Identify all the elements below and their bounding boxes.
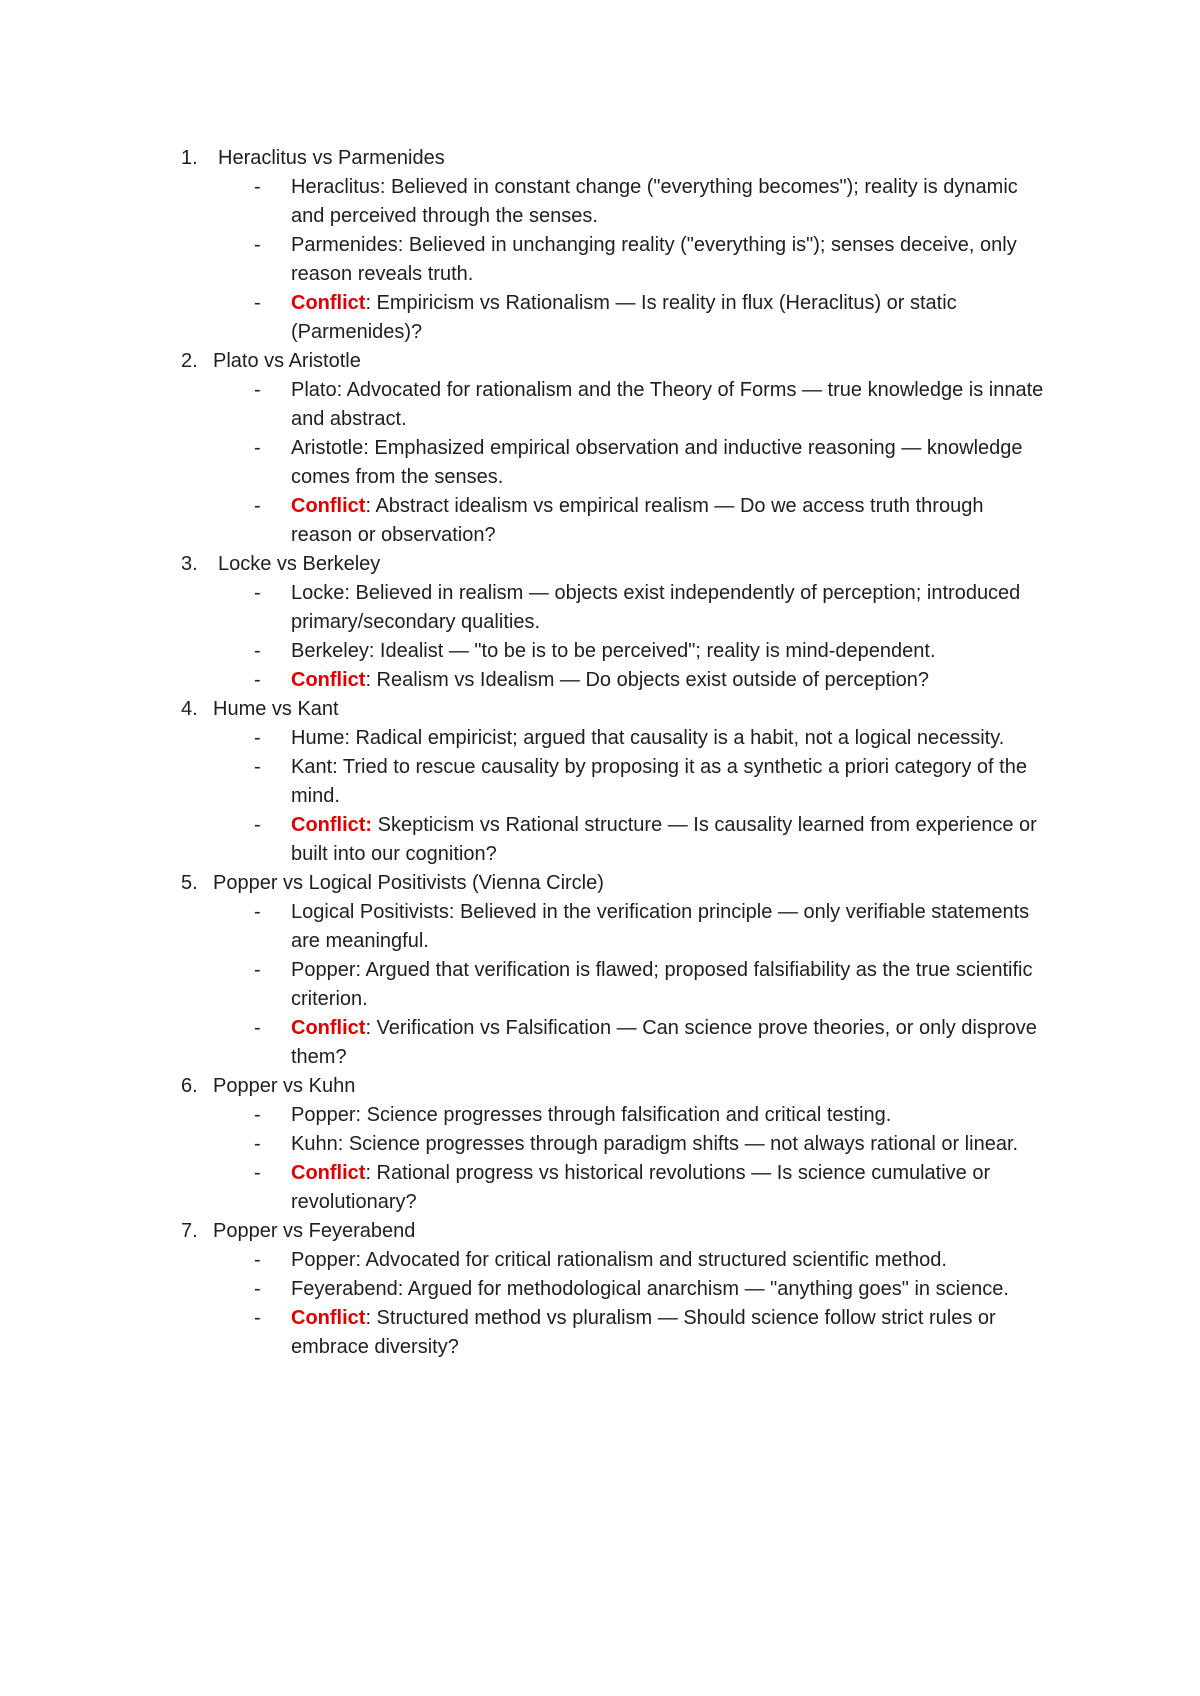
dash-marker: - xyxy=(254,756,261,778)
conflict-label: Conflict xyxy=(291,495,366,517)
bullet-item xyxy=(0,1275,1200,1304)
conflict-label: Conflict xyxy=(291,1017,366,1039)
conflict-item xyxy=(0,289,1200,347)
conflict-separator: : xyxy=(365,1162,371,1184)
bullet-list xyxy=(0,898,1200,1072)
topic-item xyxy=(0,869,1200,1072)
bullet-text: Feyerabend: Argued for methodological anarchism — "anything goes" in science. xyxy=(291,1278,1009,1300)
bullet-item xyxy=(0,231,1200,289)
bullet-text: Locke: Believed in realism — objects exist independently of perception; introduced primary/secondary qualities. xyxy=(291,582,1021,633)
conflict-separator: : xyxy=(365,495,371,517)
topic-heading xyxy=(0,347,1200,376)
topic-heading xyxy=(0,695,1200,724)
topic-title: Locke vs Berkeley xyxy=(218,553,381,575)
conflict-item xyxy=(0,811,1200,869)
topic-heading xyxy=(0,550,1200,579)
topic-title: Heraclitus vs Parmenides xyxy=(218,147,445,169)
topic-item xyxy=(0,347,1200,550)
conflict-separator: : xyxy=(365,292,371,314)
bullet-item xyxy=(0,1130,1200,1159)
dash-marker: - xyxy=(254,1162,261,1184)
bullet-item xyxy=(0,637,1200,666)
bullet-text: Skepticism vs Rational structure — Is causality learned from experience or built into our cognition? xyxy=(291,814,1037,865)
bullet-text: Hume: Radical empiricist; argued that causality is a habit, not a logical necessity. xyxy=(291,727,1005,749)
topic-item xyxy=(0,1217,1200,1362)
conflict-item xyxy=(0,1014,1200,1072)
bullet-text: Berkeley: Idealist — "to be is to be perceived"; reality is mind-dependent. xyxy=(291,640,936,662)
bullet-text: Parmenides: Believed in unchanging reality ("everything is"); senses deceive, only reason reveals truth. xyxy=(291,234,1017,285)
topic-title: Popper vs Logical Positivists (Vienna Circle) xyxy=(213,872,604,894)
topic-title: Popper vs Feyerabend xyxy=(213,1220,416,1242)
bullet-list xyxy=(0,579,1200,695)
topic-heading xyxy=(0,1072,1200,1101)
bullet-text: Popper: Science progresses through falsification and critical testing. xyxy=(291,1104,892,1126)
bullet-item xyxy=(0,956,1200,1014)
conflict-item xyxy=(0,1304,1200,1362)
topic-number: 7. xyxy=(181,1220,198,1242)
topic-title: Popper vs Kuhn xyxy=(213,1075,356,1097)
dash-marker: - xyxy=(254,1307,261,1329)
dash-marker: - xyxy=(254,582,261,604)
dash-marker: - xyxy=(254,495,261,517)
dash-marker: - xyxy=(254,292,261,314)
topic-list xyxy=(0,144,1200,1362)
conflict-label: Conflict xyxy=(291,669,366,691)
bullet-text: Heraclitus: Believed in constant change ("everything becomes"); reality is dynamic and perceived through the senses. xyxy=(291,176,1018,227)
bullet-text: Popper: Argued that verification is flawed; proposed falsifiability as the true scientific criterion. xyxy=(291,959,1033,1010)
bullet-item xyxy=(0,376,1200,434)
dash-marker: - xyxy=(254,1017,261,1039)
dash-marker: - xyxy=(254,176,261,198)
bullet-item xyxy=(0,1246,1200,1275)
topic-heading xyxy=(0,1217,1200,1246)
topic-number: 4. xyxy=(181,698,198,720)
bullet-item xyxy=(0,753,1200,811)
conflict-item xyxy=(0,666,1200,695)
conflict-separator: : xyxy=(365,1017,371,1039)
bullet-text: Structured method vs pluralism — Should science follow strict rules or embrace diversity? xyxy=(291,1307,996,1358)
dash-marker: - xyxy=(254,640,261,662)
bullet-item xyxy=(0,898,1200,956)
bullet-text: Popper: Advocated for critical rationalism and structured scientific method. xyxy=(291,1249,947,1271)
conflict-item xyxy=(0,492,1200,550)
topic-number: 6. xyxy=(181,1075,198,1097)
dash-marker: - xyxy=(254,1133,261,1155)
conflict-item xyxy=(0,1159,1200,1217)
topic-number: 3. xyxy=(181,553,198,575)
dash-marker: - xyxy=(254,814,261,836)
bullet-text: Plato: Advocated for rationalism and the Theory of Forms — true knowledge is innate and abstract. xyxy=(291,379,1044,430)
dash-marker: - xyxy=(254,379,261,401)
bullet-list xyxy=(0,1246,1200,1362)
bullet-list xyxy=(0,173,1200,347)
bullet-item xyxy=(0,1101,1200,1130)
bullet-text: Logical Positivists: Believed in the verification principle — only verifiable statements are meaningful. xyxy=(291,901,1030,952)
bullet-item xyxy=(0,579,1200,637)
topic-number: 1. xyxy=(181,147,198,169)
bullet-text: Verification vs Falsification — Can science prove theories, or only disprove them? xyxy=(291,1017,1037,1068)
dash-marker: - xyxy=(254,959,261,981)
topic-title: Plato vs Aristotle xyxy=(213,350,361,372)
bullet-text: Realism vs Idealism — Do objects exist outside of perception? xyxy=(371,669,930,691)
conflict-label: Conflict xyxy=(291,292,366,314)
bullet-list xyxy=(0,724,1200,869)
topic-item xyxy=(0,550,1200,695)
bullet-item xyxy=(0,724,1200,753)
bullet-text: Kuhn: Science progresses through paradigm shifts — not always rational or linear. xyxy=(291,1133,1019,1155)
bullet-item xyxy=(0,173,1200,231)
conflict-separator: : xyxy=(365,669,371,691)
conflict-label: Conflict xyxy=(291,1162,366,1184)
bullet-text: Abstract idealism vs empirical realism — Do we access truth through reason or observation? xyxy=(291,495,984,546)
topic-number: 5. xyxy=(181,872,198,894)
dash-marker: - xyxy=(254,437,261,459)
topic-heading xyxy=(0,869,1200,898)
topic-title: Hume vs Kant xyxy=(213,698,339,720)
bullet-text: Kant: Tried to rescue causality by proposing it as a synthetic a priori category of the mind. xyxy=(291,756,1027,807)
dash-marker: - xyxy=(254,727,261,749)
topic-item xyxy=(0,1072,1200,1217)
dash-marker: - xyxy=(254,669,261,691)
bullet-text: Rational progress vs historical revolutions — Is science cumulative or revolutionary? xyxy=(291,1162,991,1213)
topic-item xyxy=(0,695,1200,869)
dash-marker: - xyxy=(254,234,261,256)
bullet-text: Empiricism vs Rationalism — Is reality in flux (Heraclitus) or static (Parmenides)? xyxy=(291,292,957,343)
conflict-label: Conflict xyxy=(291,1307,366,1329)
bullet-list xyxy=(0,1101,1200,1217)
topic-number: 2. xyxy=(181,350,198,372)
dash-marker: - xyxy=(254,901,261,923)
dash-marker: - xyxy=(254,1104,261,1126)
conflict-label: Conflict: xyxy=(291,814,373,836)
dash-marker: - xyxy=(254,1278,261,1300)
dash-marker: - xyxy=(254,1249,261,1271)
bullet-list xyxy=(0,376,1200,550)
topic-heading xyxy=(0,144,1200,173)
bullet-text: Aristotle: Emphasized empirical observation and inductive reasoning — knowledge comes from the senses. xyxy=(291,437,1023,488)
conflict-separator: : xyxy=(365,1307,371,1329)
topic-item xyxy=(0,144,1200,347)
bullet-item xyxy=(0,434,1200,492)
